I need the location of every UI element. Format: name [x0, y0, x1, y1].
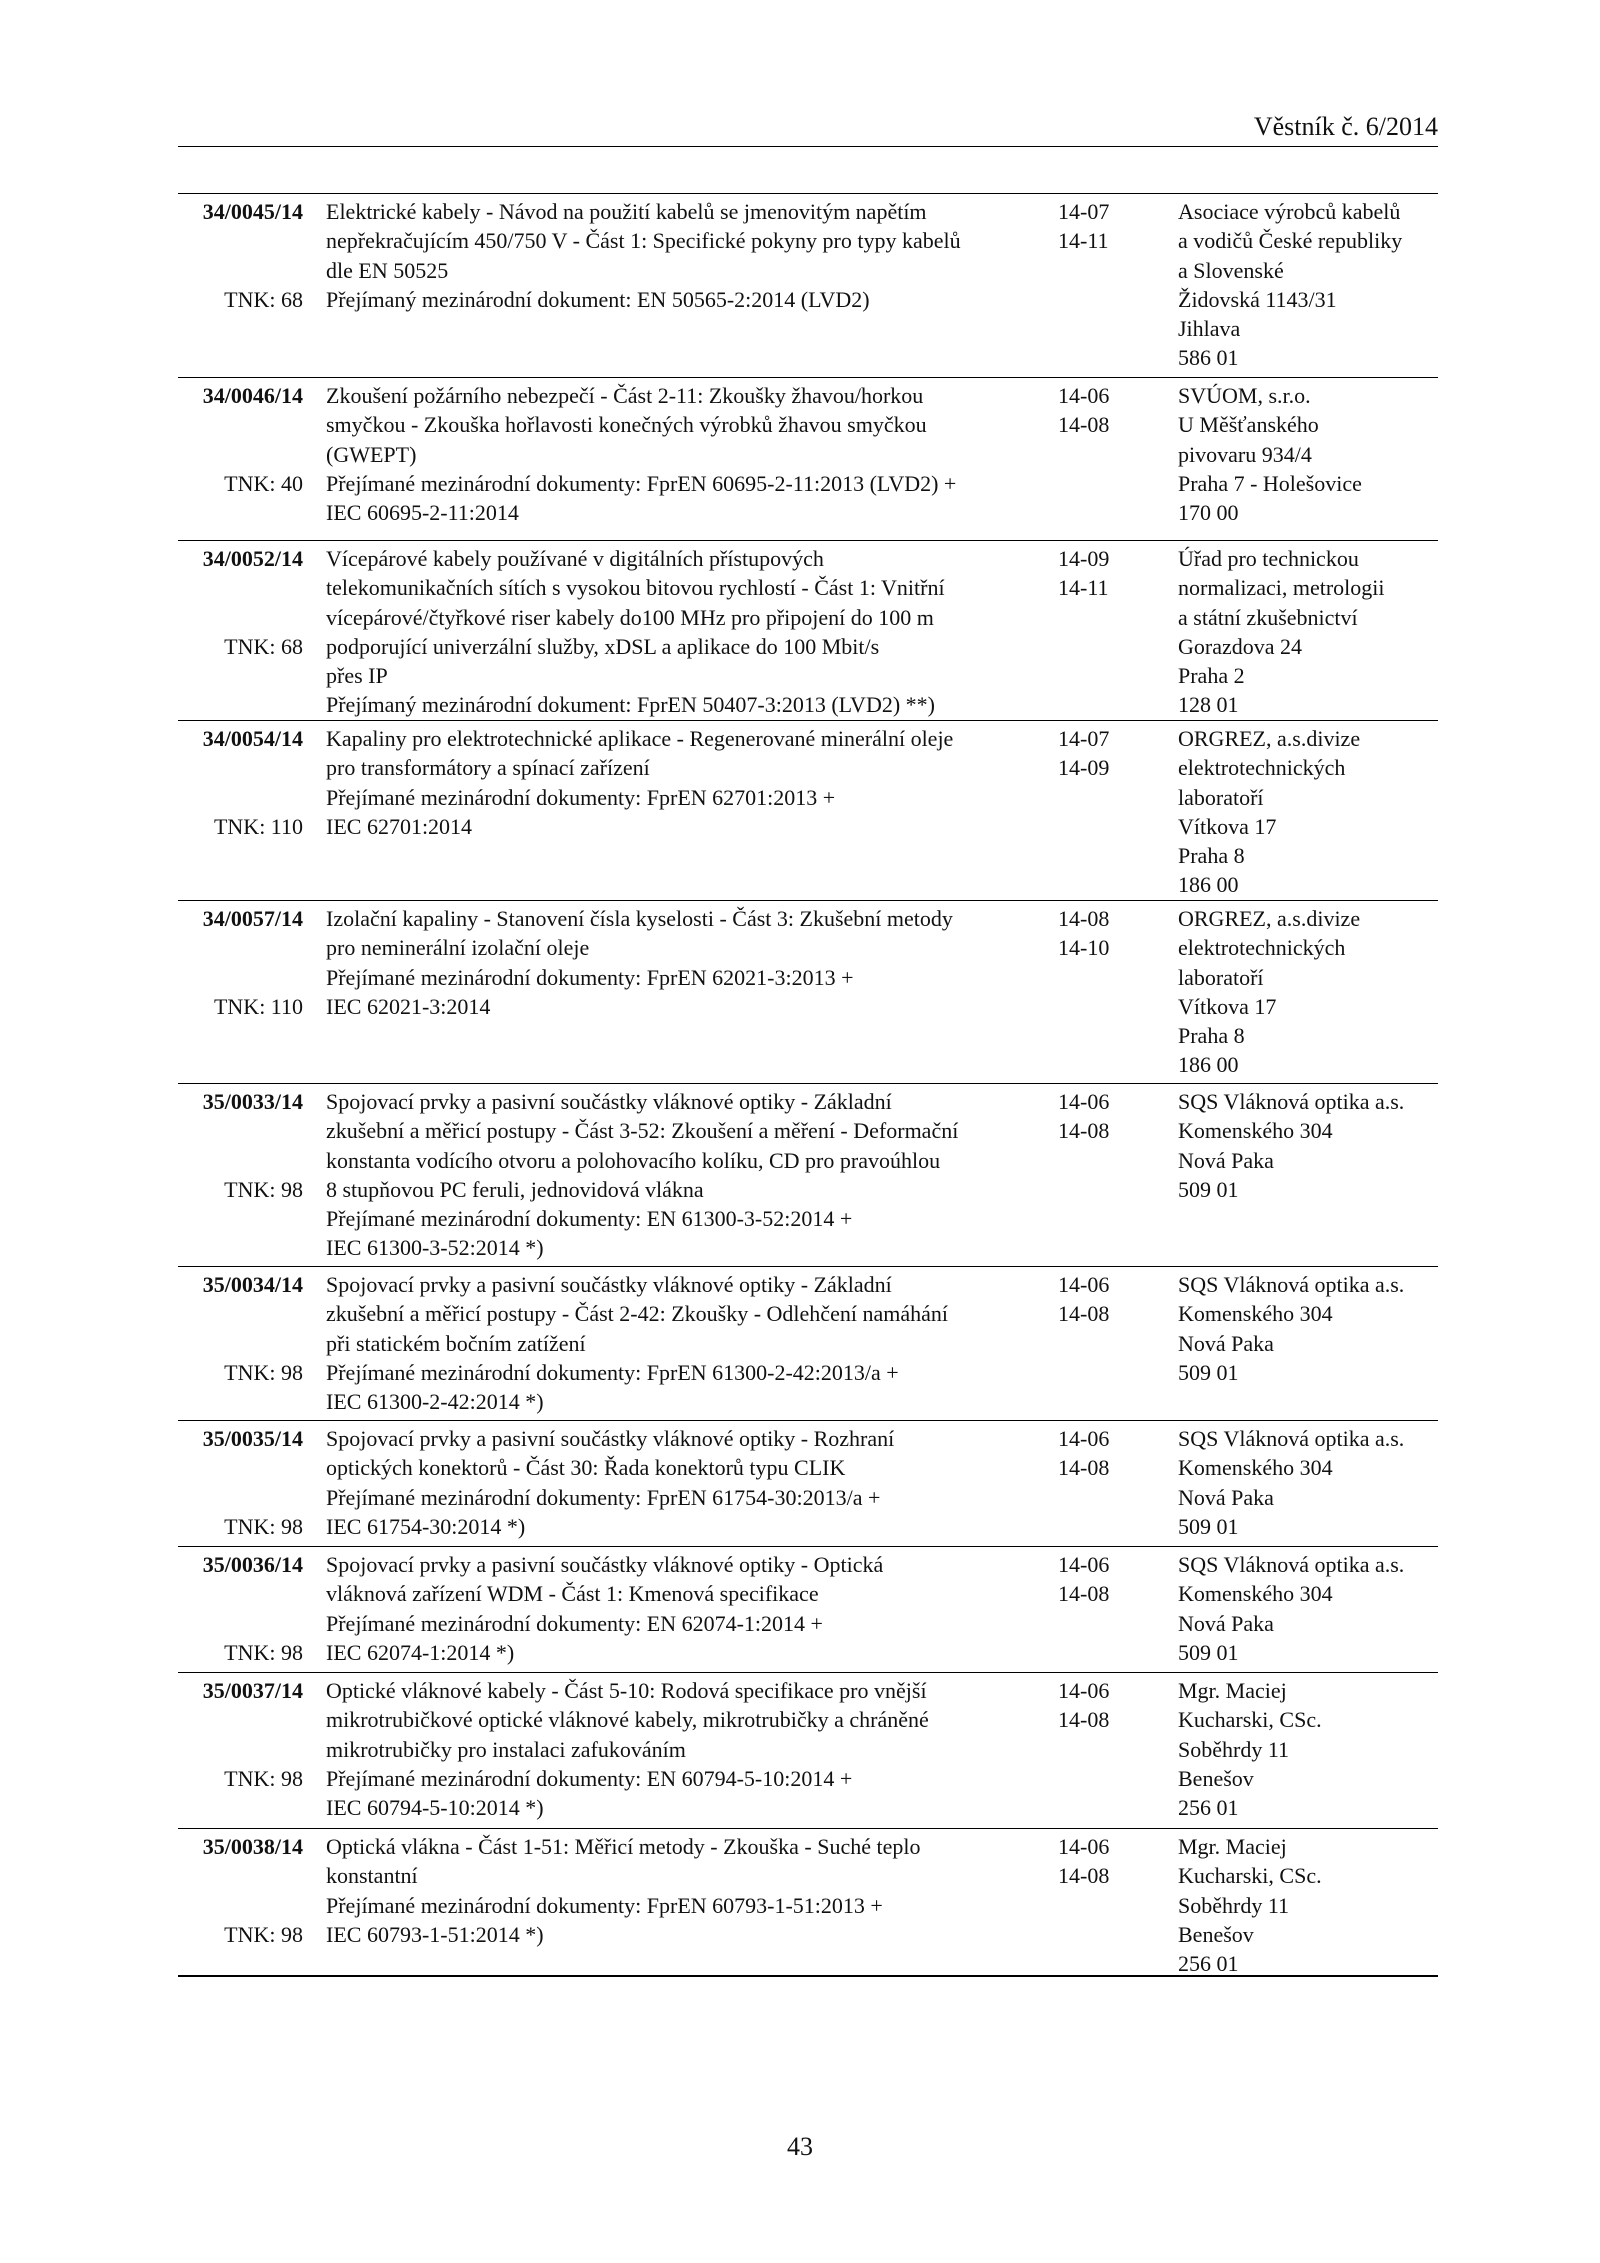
organization-line: SQS Vláknová optika a.s.	[1178, 1272, 1405, 1297]
organization-line: normalizaci, metrologii	[1178, 575, 1385, 601]
entry-identifier	[178, 1832, 303, 1947]
comment-start-date: 14-06	[1058, 1834, 1110, 1859]
tnk-number: TNK: 98	[224, 1359, 303, 1385]
organization-line: a Slovenské	[1178, 257, 1284, 283]
comment-start-date: 14-06	[1058, 1089, 1110, 1114]
organization-line: Praha 7 - Holešovice	[1178, 470, 1362, 496]
title-line: IEC 61754-30:2014 *)	[326, 1513, 526, 1539]
title-line: Přejímané mezinárodní dokumenty: FprEN 60793-1-51:2013 +	[326, 1892, 883, 1918]
organization-line: elektrotechnických	[1178, 755, 1346, 781]
entry-number: 34/0054/14	[202, 726, 303, 751]
organization-line: Kucharski, CSc.	[1178, 1863, 1322, 1889]
entry-dates	[1058, 1270, 1138, 1329]
title-line: IEC 62021-3:2014	[326, 993, 491, 1019]
organization-line: pivovaru 934/4	[1178, 441, 1312, 467]
entry-identifier	[178, 904, 303, 1019]
comment-start-date: 14-09	[1058, 546, 1110, 571]
tnk-number: TNK: 40	[224, 470, 303, 496]
title-line: Přejímané mezinárodní dokumenty: EN 61300-3-52:2014 +	[326, 1206, 853, 1232]
comment-end-date: 14-09	[1058, 755, 1110, 781]
organization-line: Praha 2	[1178, 663, 1245, 689]
title-line: Optická vlákna - Část 1-51: Měřicí metody - Zkouška - Suché teplo	[326, 1834, 921, 1859]
title-line: přes IP	[326, 663, 388, 689]
title-line: Elektrické kabely - Návod na použití kabelů se jmenovitým napětím	[326, 199, 927, 224]
title-line: Přejímaný mezinárodní dokument: FprEN 50407-3:2013 (LVD2) **)	[326, 692, 935, 718]
organization-line: Nová Paka	[1178, 1610, 1274, 1636]
table-row	[178, 901, 1438, 1084]
table-row	[178, 194, 1438, 378]
organization-line: 509 01	[1178, 1513, 1239, 1539]
comment-start-date: 14-06	[1058, 1552, 1110, 1577]
table-row	[178, 1673, 1438, 1829]
organization-line: elektrotechnických	[1178, 935, 1346, 961]
entry-identifier	[178, 544, 303, 659]
title-line: Spojovací prvky a pasivní součástky vláknové optiky - Základní	[326, 1089, 892, 1114]
title-line: 8 stupňovou PC feruli, jednovidová vlákna	[326, 1176, 704, 1202]
title-line: Přejímané mezinárodní dokumenty: FprEN 62701:2013 +	[326, 784, 836, 810]
header-rule	[178, 146, 1438, 147]
organization-line: Soběhrdy 11	[1178, 1892, 1290, 1918]
title-line: pro transformátory a spínací zařízení	[326, 755, 650, 781]
comment-end-date: 14-11	[1058, 575, 1109, 601]
entry-identifier	[178, 1550, 303, 1665]
organization-line: Vítkova 17	[1178, 813, 1277, 839]
organization-line: Kucharski, CSc.	[1178, 1707, 1322, 1733]
organization-line: 186 00	[1178, 872, 1239, 898]
title-line: při statickém bočním zatížení	[326, 1330, 586, 1356]
standards-table	[178, 193, 1438, 1977]
organization-line: ORGREZ, a.s.divize	[1178, 726, 1361, 751]
title-line: IEC 61300-2-42:2014 *)	[326, 1389, 544, 1415]
title-line: IEC 60793-1-51:2014 *)	[326, 1921, 544, 1947]
organization-line: Židovská 1143/31	[1178, 286, 1337, 312]
organization-line: Benešov	[1178, 1921, 1254, 1947]
responsible-organization	[1178, 1270, 1438, 1387]
title-line: Vícepárové kabely používané v digitálních přístupových	[326, 546, 824, 571]
entry-number: 34/0057/14	[202, 906, 303, 931]
title-line: Spojovací prvky a pasivní součástky vláknové optiky - Rozhraní	[326, 1426, 895, 1451]
entry-number: 35/0034/14	[202, 1272, 303, 1297]
organization-line: 186 00	[1178, 1052, 1239, 1078]
responsible-organization	[1178, 1676, 1438, 1822]
table-row	[178, 1829, 1438, 1977]
organization-line: Praha 8	[1178, 1023, 1245, 1049]
title-line: Přejímané mezinárodní dokumenty: EN 62074-1:2014 +	[326, 1610, 823, 1636]
title-line: zkušební a měřicí postupy - Část 3-52: Zkoušení a měření - Deformační	[326, 1118, 959, 1144]
comment-start-date: 14-06	[1058, 383, 1110, 408]
entry-number: 35/0037/14	[202, 1678, 303, 1703]
table-row	[178, 1267, 1438, 1421]
title-line: Kapaliny pro elektrotechnické aplikace - Regenerované minerální oleje	[326, 726, 954, 751]
entry-number: 35/0038/14	[202, 1834, 303, 1859]
responsible-organization	[1178, 544, 1438, 720]
tnk-number: TNK: 98	[224, 1176, 303, 1202]
tnk-number: TNK: 110	[213, 813, 303, 839]
entry-identifier	[178, 1270, 303, 1385]
comment-end-date: 14-11	[1058, 228, 1109, 254]
organization-line: laboratoří	[1178, 784, 1264, 810]
entry-number: 34/0046/14	[202, 383, 303, 408]
page-number: 43	[787, 2132, 813, 2161]
title-line: (GWEPT)	[326, 441, 417, 467]
organization-line: Benešov	[1178, 1765, 1254, 1791]
entry-dates	[1058, 724, 1138, 783]
table-row	[178, 1547, 1438, 1673]
title-line: Přejímané mezinárodní dokumenty: FprEN 60695-2-11:2013 (LVD2) +	[326, 470, 957, 496]
organization-line: Soběhrdy 11	[1178, 1736, 1290, 1762]
title-line: nepřekračujícím 450/750 V - Část 1: Specifické pokyny pro typy kabelů	[326, 228, 961, 254]
organization-line: 256 01	[1178, 1951, 1239, 1977]
entry-number: 35/0033/14	[202, 1089, 303, 1114]
journal-header: Věstník č. 6/2014	[1253, 112, 1438, 141]
title-line: smyčkou - Zkouška hořlavosti konečných výrobků žhavou smyčkou	[326, 412, 927, 438]
comment-end-date: 14-08	[1058, 1581, 1110, 1607]
table-row	[178, 541, 1438, 721]
comment-end-date: 14-10	[1058, 935, 1110, 961]
title-line: Zkoušení požárního nebezpečí - Část 2-11: Zkoušky žhavou/horkou	[326, 383, 924, 408]
organization-line: Vítkova 17	[1178, 993, 1277, 1019]
title-line: Optické vláknové kabely - Část 5-10: Rodová specifikace pro vnější	[326, 1678, 927, 1703]
title-line: IEC 60794-5-10:2014 *)	[326, 1795, 544, 1821]
organization-line: Komenského 304	[1178, 1118, 1333, 1144]
responsible-organization	[1178, 381, 1438, 527]
table-row	[178, 1084, 1438, 1267]
entry-identifier	[178, 381, 303, 496]
organization-line: 586 01	[1178, 345, 1239, 371]
title-line: Přejímaný mezinárodní dokument: EN 50565-2:2014 (LVD2)	[326, 286, 870, 312]
comment-end-date: 14-08	[1058, 1707, 1110, 1733]
title-line: Přejímané mezinárodní dokumenty: EN 60794-5-10:2014 +	[326, 1765, 853, 1791]
organization-line: SVÚOM, s.r.o.	[1178, 383, 1311, 408]
comment-end-date: 14-08	[1058, 1118, 1110, 1144]
title-line: Izolační kapaliny - Stanovení čísla kyselosti - Část 3: Zkušební metody	[326, 906, 953, 931]
comment-start-date: 14-06	[1058, 1272, 1110, 1297]
entry-dates	[1058, 904, 1138, 963]
comment-end-date: 14-08	[1058, 1863, 1110, 1889]
entry-dates	[1058, 1676, 1138, 1735]
entry-number: 35/0035/14	[202, 1426, 303, 1451]
responsible-organization	[1178, 1550, 1438, 1667]
title-line: Přejímané mezinárodní dokumenty: FprEN 61754-30:2013/a +	[326, 1484, 881, 1510]
organization-line: Mgr. Maciej	[1178, 1834, 1287, 1859]
organization-line: Praha 8	[1178, 843, 1245, 869]
title-line: IEC 62074-1:2014 *)	[326, 1639, 515, 1665]
tnk-number: TNK: 68	[224, 633, 303, 659]
title-line: mikrotrubičky pro instalaci zafukováním	[326, 1736, 686, 1762]
organization-line: Nová Paka	[1178, 1484, 1274, 1510]
responsible-organization	[1178, 197, 1438, 373]
entry-identifier	[178, 1424, 303, 1539]
title-line: telekomunikačních sítích s vysokou bitovou rychlostí - Část 1: Vnitřní	[326, 575, 945, 601]
organization-line: U Měšťanského	[1178, 412, 1319, 438]
title-line: podporující univerzální služby, xDSL a aplikace do 100 Mbit/s	[326, 633, 880, 659]
entry-dates	[1058, 1550, 1138, 1609]
tnk-number: TNK: 98	[224, 1513, 303, 1539]
entry-dates	[1058, 544, 1138, 603]
responsible-organization	[1178, 1832, 1438, 1978]
organization-line: Úřad pro technickou	[1178, 546, 1359, 571]
title-line: vláknová zařízení WDM - Část 1: Kmenová specifikace	[326, 1581, 819, 1607]
entry-dates	[1058, 1424, 1138, 1483]
entry-identifier	[178, 1676, 303, 1791]
organization-line: Gorazdova 24	[1178, 633, 1303, 659]
comment-start-date: 14-07	[1058, 199, 1110, 224]
organization-line: 509 01	[1178, 1639, 1239, 1665]
responsible-organization	[1178, 904, 1438, 1080]
organization-line: Komenského 304	[1178, 1581, 1333, 1607]
organization-line: 509 01	[1178, 1176, 1239, 1202]
organization-line: Komenského 304	[1178, 1455, 1333, 1481]
entry-number: 34/0045/14	[202, 199, 303, 224]
title-line: Spojovací prvky a pasivní součástky vláknové optiky - Základní	[326, 1272, 892, 1297]
responsible-organization	[1178, 1087, 1438, 1204]
responsible-organization	[1178, 1424, 1438, 1541]
table-row	[178, 378, 1438, 541]
organization-line: Nová Paka	[1178, 1330, 1274, 1356]
organization-line: Jihlava	[1178, 316, 1241, 342]
organization-line: a státní zkušebnictví	[1178, 604, 1358, 630]
organization-line: ORGREZ, a.s.divize	[1178, 906, 1361, 931]
organization-line: a vodičů České republiky	[1178, 228, 1403, 254]
organization-line: SQS Vláknová optika a.s.	[1178, 1552, 1405, 1577]
title-line: konstantní	[326, 1863, 418, 1889]
tnk-number: TNK: 98	[224, 1639, 303, 1665]
comment-end-date: 14-08	[1058, 1301, 1110, 1327]
title-line: vícepárové/čtyřkové riser kabely do100 MHz pro připojení do 100 m	[326, 604, 934, 630]
entry-dates	[1058, 381, 1138, 440]
entry-number: 34/0052/14	[202, 546, 303, 571]
organization-line: SQS Vláknová optika a.s.	[1178, 1426, 1405, 1451]
tnk-number: TNK: 110	[213, 993, 303, 1019]
title-line: optických konektorů - Část 30: Řada konektorů typu CLIK	[326, 1455, 846, 1481]
tnk-number: TNK: 98	[224, 1921, 303, 1947]
organization-line: 256 01	[1178, 1795, 1239, 1821]
entry-identifier	[178, 197, 303, 312]
organization-line: SQS Vláknová optika a.s.	[1178, 1089, 1405, 1114]
title-line: zkušební a měřicí postupy - Část 2-42: Zkoušky - Odlehčení namáhání	[326, 1301, 948, 1327]
tnk-number: TNK: 98	[224, 1765, 303, 1791]
title-line: konstanta vodícího otvoru a polohovacího kolíku, CD pro pravoúhlou	[326, 1147, 941, 1173]
title-line: dle EN 50525	[326, 257, 449, 283]
entry-dates	[1058, 197, 1138, 256]
organization-line: Komenského 304	[1178, 1301, 1333, 1327]
responsible-organization	[1178, 724, 1438, 900]
table-row	[178, 1421, 1438, 1547]
organization-line: 509 01	[1178, 1359, 1239, 1385]
title-line: IEC 60695-2-11:2014	[326, 500, 519, 526]
comment-end-date: 14-08	[1058, 412, 1110, 438]
organization-line: Nová Paka	[1178, 1147, 1274, 1173]
comment-start-date: 14-07	[1058, 726, 1110, 751]
organization-line: Asociace výrobců kabelů	[1178, 199, 1401, 224]
entry-number: 35/0036/14	[202, 1552, 303, 1577]
organization-line: 170 00	[1178, 500, 1239, 526]
entry-dates	[1058, 1087, 1138, 1146]
title-line: Přejímané mezinárodní dokumenty: FprEN 62021-3:2013 +	[326, 964, 854, 990]
comment-end-date: 14-08	[1058, 1455, 1110, 1481]
organization-line: 128 01	[1178, 692, 1239, 718]
comment-start-date: 14-06	[1058, 1426, 1110, 1451]
entry-identifier	[178, 1087, 303, 1202]
table-row	[178, 721, 1438, 901]
organization-line: Mgr. Maciej	[1178, 1678, 1287, 1703]
title-line: pro neminerální izolační oleje	[326, 935, 590, 961]
title-line: Přejímané mezinárodní dokumenty: FprEN 61300-2-42:2013/a +	[326, 1359, 899, 1385]
organization-line: laboratoří	[1178, 964, 1264, 990]
title-line: mikrotrubičkové optické vláknové kabely, mikrotrubičky a chráněné	[326, 1707, 929, 1733]
comment-start-date: 14-08	[1058, 906, 1110, 931]
title-line: IEC 62701:2014	[326, 813, 473, 839]
entry-dates	[1058, 1832, 1138, 1891]
comment-start-date: 14-06	[1058, 1678, 1110, 1703]
entry-identifier	[178, 724, 303, 839]
tnk-number: TNK: 68	[224, 286, 303, 312]
title-line: IEC 61300-3-52:2014 *)	[326, 1235, 544, 1261]
title-line: Spojovací prvky a pasivní součástky vláknové optiky - Optická	[326, 1552, 884, 1577]
